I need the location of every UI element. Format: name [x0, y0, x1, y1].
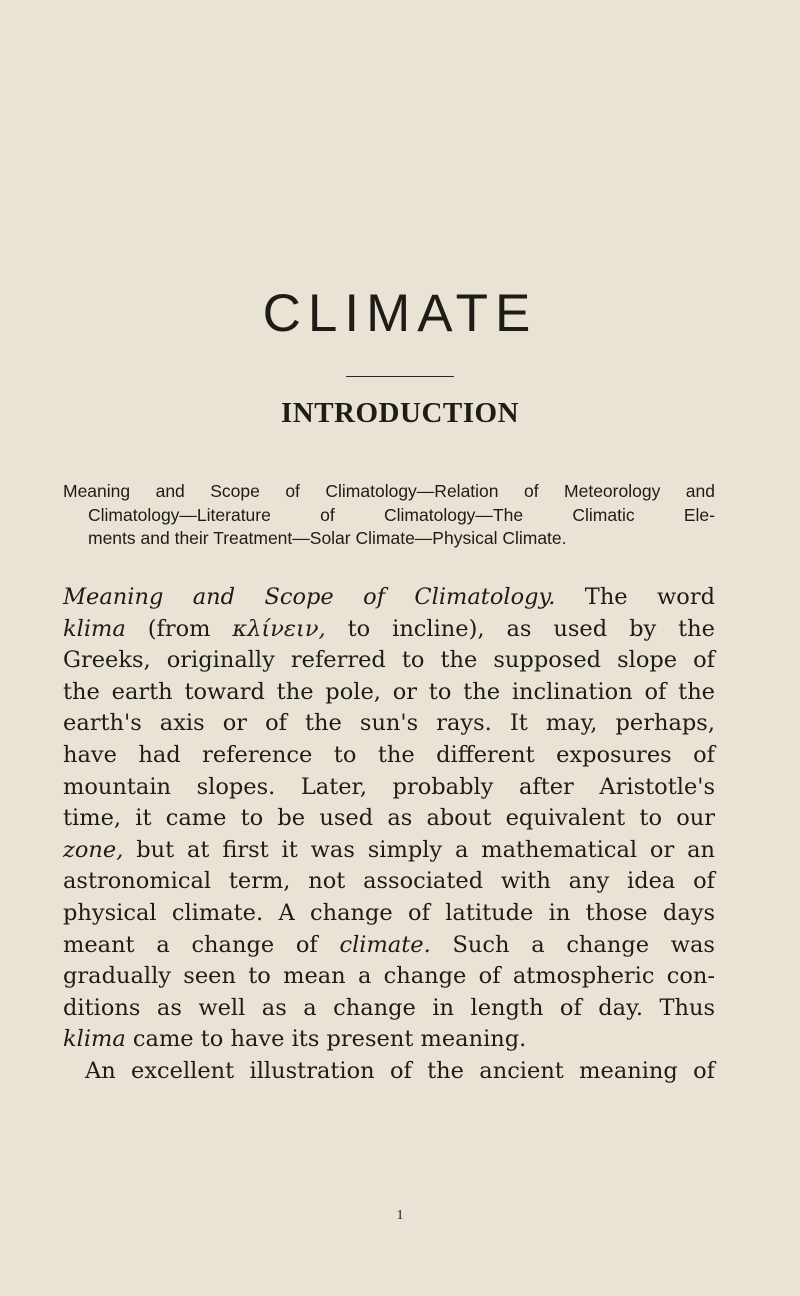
- term-klima: klima: [63, 1026, 126, 1053]
- term-zone: zone,: [63, 836, 124, 863]
- text-run: Such a change was: [430, 931, 715, 958]
- text-line: Greeks, originally referred to the supposed slope of: [63, 647, 715, 674]
- text-line: astronomical term, not associated with any idea of: [63, 868, 715, 895]
- text-line: [63, 582, 715, 614]
- body-paragraph: [63, 582, 715, 1088]
- term-klima: klima: [63, 615, 126, 642]
- page-number: 1: [396, 1208, 404, 1223]
- summary-line: Climatology—Literature of Climatology—The Climatic Ele-: [88, 504, 715, 525]
- text-run: The word: [555, 584, 715, 610]
- text-line: [63, 930, 715, 962]
- text-run: came to have its present meaning.: [125, 1026, 527, 1053]
- text-line: earth's axis or of the sun's rays. It may, perhaps,: [63, 710, 715, 737]
- summary-line: Meaning and Scope of Climatology—Relation of Meteorology and: [63, 481, 715, 501]
- chapter-summary: [63, 480, 715, 551]
- text-run: to incline), as used by the: [325, 615, 715, 642]
- text-line: physical climate. A change of latitude in those days: [63, 899, 715, 926]
- text-line: [63, 835, 715, 867]
- text-line: gradually seen to mean a change of atmospheric con-: [63, 963, 715, 990]
- text-line: [63, 1024, 715, 1056]
- text-line: time, it came to be used as about equivalent to our: [63, 805, 715, 832]
- term-climate: climate.: [339, 931, 431, 958]
- chapter-title: CLIMATE: [262, 284, 538, 343]
- text-run: meant a change of: [63, 931, 340, 958]
- text-line: An excellent illustration of the ancient meaning of: [85, 1057, 715, 1084]
- title-divider: [346, 376, 454, 377]
- run-in-heading: Meaning and Scope of Climatology.: [63, 584, 556, 610]
- text-line: [63, 614, 715, 646]
- text-line: ditions as well as a change in length of day. Thus: [63, 994, 715, 1021]
- text-line: mountain slopes. Later, probably after Aristotle's: [63, 773, 715, 800]
- section-title: INTRODUCTION: [280, 397, 520, 429]
- text-line: have had reference to the different exposures of: [63, 741, 715, 768]
- greek-word: κλίνειν,: [232, 615, 326, 642]
- text-run: (from: [125, 615, 233, 642]
- summary-line: ments and their Treatment—Solar Climate—Physical Climate.: [88, 528, 567, 548]
- text-line: the earth toward the pole, or to the inclination of the: [63, 678, 715, 705]
- text-run: but at first it was simply a mathematical or an: [123, 836, 715, 863]
